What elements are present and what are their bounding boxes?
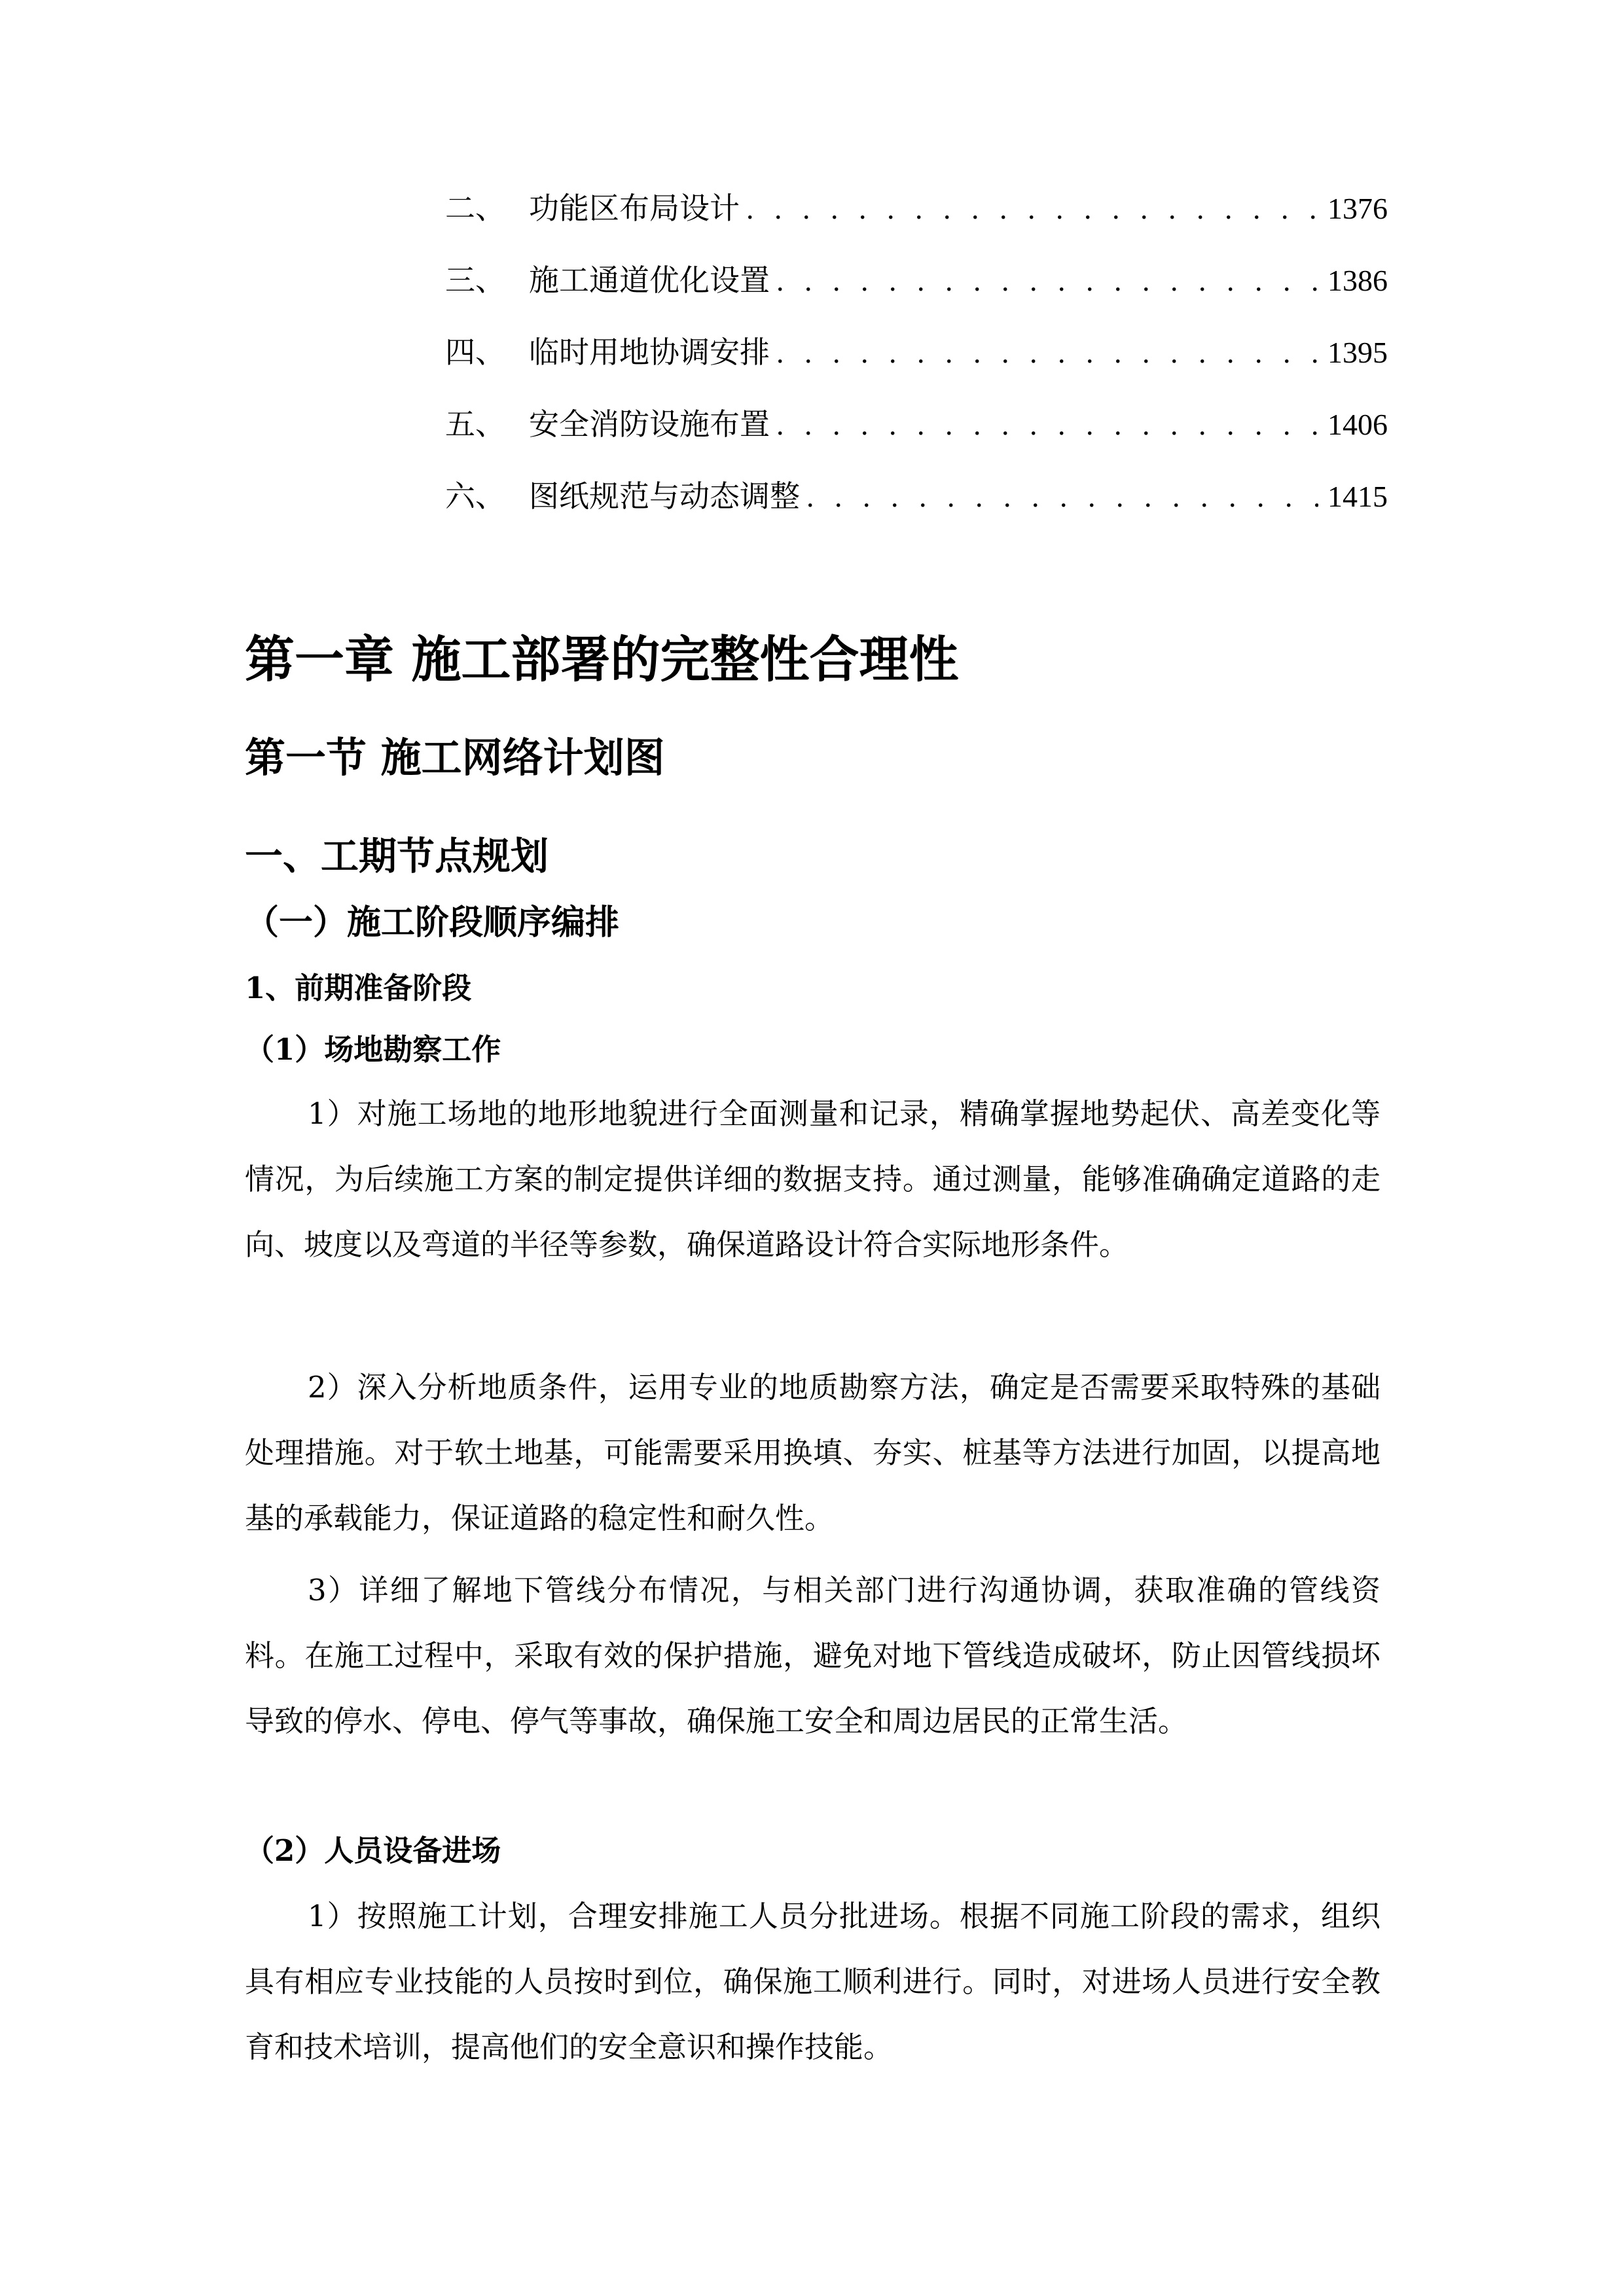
toc-entry[interactable] — [445, 478, 1388, 550]
body-paragraph: 2）深入分析地质条件，运用专业的地质勘察方法，确定是否需要采取特殊的基础处理措施。对于软土地基，可能需要采用换填、夯实、桩基等方法进行加固，以提高地基的承载能力，保证道路的稳定性和耐久性。 — [245, 1370, 1380, 1535]
toc-entry-page: 1386 — [1327, 264, 1388, 297]
toc-entry-title: 安全消防设施布置 — [529, 406, 770, 442]
toc-entry[interactable] — [445, 262, 1388, 334]
body-paragraph: 1）对施工场地的地形地貌进行全面测量和记录，精确掌握地势起伏、高差变化等情况，为后续施工方案的制定提供详细的数据支持。通过测量，能够准确确定道路的走向、坡度以及弯道的半径等参数，确保道路设计符合实际地形条件。 — [245, 1096, 1380, 1262]
toc-entry-page: 1395 — [1327, 336, 1388, 369]
toc-leader-dots — [746, 190, 1318, 227]
toc-entry-number: 二、 — [445, 190, 505, 226]
toc-entry[interactable] — [445, 334, 1388, 406]
table-of-contents — [445, 190, 1388, 550]
toc-entry-page: 1415 — [1327, 480, 1388, 513]
sub-heading: （一）施工阶段顺序编排 — [245, 903, 620, 942]
toc-entry-title: 功能区布局设计 — [529, 190, 740, 226]
stage-heading: 1、前期准备阶段 — [245, 971, 472, 1005]
toc-entry-number: 六、 — [445, 478, 505, 514]
subsection-title: 一、工期节点规划 — [245, 834, 549, 878]
toc-leader-dots — [806, 478, 1318, 515]
toc-entry-title: 图纸规范与动态调整 — [529, 478, 800, 514]
toc-entry-number: 三、 — [445, 262, 505, 298]
chapter-title: 第一章 施工部署的完整性合理性 — [245, 630, 959, 689]
toc-leader-dots — [776, 406, 1318, 443]
item-heading: （1）场地勘察工作 — [245, 1032, 501, 1067]
toc-entry-page: 1406 — [1327, 408, 1388, 441]
section-title: 第一节 施工网络计划图 — [245, 734, 665, 781]
toc-entry-title: 施工通道优化设置 — [529, 262, 770, 298]
item-heading: （2）人员设备进场 — [245, 1833, 501, 1868]
toc-leader-dots — [776, 262, 1318, 299]
toc-entry-number: 五、 — [445, 406, 505, 442]
toc-entry-page: 1376 — [1327, 192, 1388, 225]
toc-leader-dots — [776, 334, 1318, 371]
toc-entry-title: 临时用地协调安排 — [529, 334, 770, 370]
body-paragraph: 3）详细了解地下管线分布情况，与相关部门进行沟通协调，获取准确的管线资料。在施工过程中，采取有效的保护措施，避免对地下管线造成破坏，防止因管线损坏导致的停水、停电、停气等事故，确保施工安全和周边居民的正常生活。 — [245, 1573, 1380, 1738]
toc-entry[interactable] — [445, 190, 1388, 262]
body-paragraph: 1）按照施工计划，合理安排施工人员分批进场。根据不同施工阶段的需求，组织具有相应专业技能的人员按时到位，确保施工顺利进行。同时，对进场人员进行安全教育和技术培训，提高他们的安全意识和操作技能。 — [245, 1899, 1380, 2064]
toc-entry-number: 四、 — [445, 334, 505, 370]
toc-entry[interactable] — [445, 406, 1388, 478]
